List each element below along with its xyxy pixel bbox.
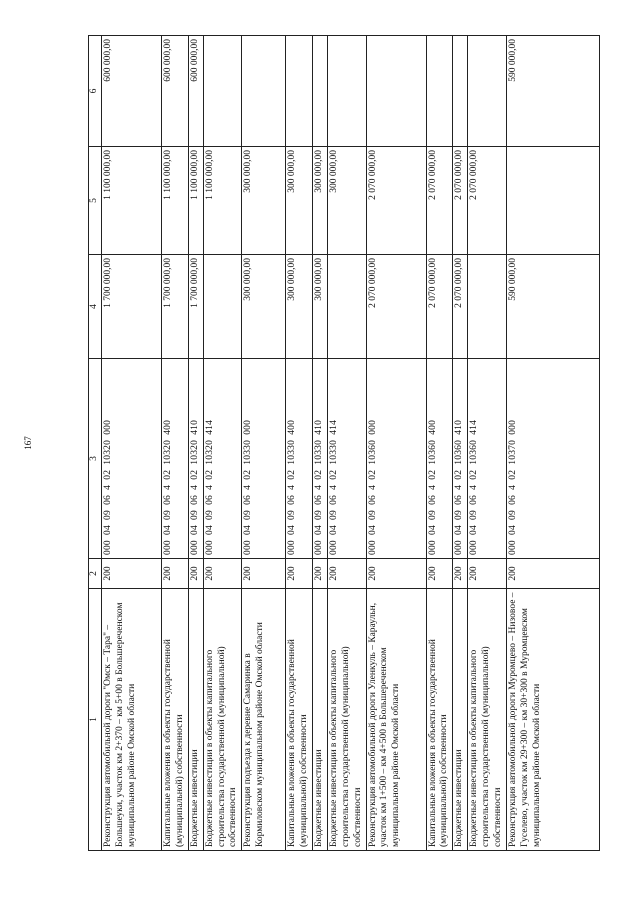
row-name: Капитальные вложения в объекты государственной (муниципальной) собственности bbox=[162, 589, 189, 851]
row-code: 200 bbox=[327, 559, 366, 589]
table-row bbox=[366, 36, 426, 851]
row-value-5: 300 000,00 bbox=[242, 147, 286, 255]
row-value-6: 600 000,00 bbox=[162, 36, 189, 147]
row-value-5: 2 070 000,00 bbox=[468, 147, 507, 255]
row-value-4: 300 000,00 bbox=[313, 255, 328, 359]
row-name: Бюджетные инвестиции в объекты капитального строительства государственной (муниципальной) собственности bbox=[468, 589, 507, 851]
header-col-4: 4 bbox=[89, 255, 102, 359]
row-name: Реконструкция автомобильной дороги Уленкуль – Караульн, участок км 1+500 – км 4+500 в Большереченском муниципальном районе Омской области bbox=[366, 589, 426, 851]
row-code: 200 bbox=[162, 559, 189, 589]
row-value-5: 2 070 000,00 bbox=[426, 147, 453, 255]
row-value-6: 600 000,00 bbox=[188, 36, 203, 147]
row-value-6 bbox=[242, 36, 286, 147]
row-value-6: 600 000,00 bbox=[102, 36, 162, 147]
row-name: Бюджетные инвестиции в объекты капитального строительства государственной (муниципальной) собственности bbox=[203, 589, 242, 851]
row-value-5: 1 100 000,00 bbox=[188, 147, 203, 255]
page-number: 167 bbox=[23, 436, 33, 450]
row-classification: 000 04 09 06 4 02 10320 000 bbox=[102, 359, 162, 559]
table-row bbox=[162, 36, 189, 851]
row-value-6: 590 000,00 bbox=[506, 36, 599, 147]
budget-table bbox=[88, 35, 600, 851]
row-name: Капитальные вложения в объекты государственной (муниципальной) собственности bbox=[286, 589, 313, 851]
row-value-4: 590 000,00 bbox=[506, 255, 599, 359]
row-code: 200 bbox=[102, 559, 162, 589]
row-value-6 bbox=[203, 36, 242, 147]
row-classification: 000 04 09 06 4 02 10330 000 bbox=[242, 359, 286, 559]
row-name: Реконструкция автомобильной дороги "Омск – Тара" – Большеуки, участок км 2+370 – км 5+00 в Большереченском муниципальном районе Омской области bbox=[102, 589, 162, 851]
table-row bbox=[506, 36, 599, 851]
row-value-6 bbox=[366, 36, 426, 147]
row-classification: 000 04 09 06 4 02 10360 000 bbox=[366, 359, 426, 559]
row-code: 200 bbox=[426, 559, 453, 589]
row-name: Бюджетные инвестиции bbox=[313, 589, 328, 851]
row-code: 200 bbox=[366, 559, 426, 589]
header-col-3: 3 bbox=[89, 359, 102, 559]
header-col-2: 2 bbox=[89, 559, 102, 589]
row-value-6 bbox=[453, 36, 468, 147]
row-value-6 bbox=[313, 36, 328, 147]
rotated-table-wrapper bbox=[88, 36, 600, 851]
row-classification: 000 04 09 06 4 02 10320 400 bbox=[162, 359, 189, 559]
row-value-5: 1 100 000,00 bbox=[162, 147, 189, 255]
table-row bbox=[286, 36, 313, 851]
row-classification: 000 04 09 06 4 02 10360 410 bbox=[453, 359, 468, 559]
row-code: 200 bbox=[203, 559, 242, 589]
table-row bbox=[102, 36, 162, 851]
row-value-5: 2 070 000,00 bbox=[366, 147, 426, 255]
row-value-5: 1 100 000,00 bbox=[102, 147, 162, 255]
row-value-5: 300 000,00 bbox=[286, 147, 313, 255]
row-value-4: 2 070 000,00 bbox=[453, 255, 468, 359]
table-row bbox=[242, 36, 286, 851]
row-code: 200 bbox=[286, 559, 313, 589]
row-value-4: 300 000,00 bbox=[242, 255, 286, 359]
row-value-4: 2 070 000,00 bbox=[426, 255, 453, 359]
row-classification: 000 04 09 06 4 02 10320 414 bbox=[203, 359, 242, 559]
row-value-5: 2 070 000,00 bbox=[453, 147, 468, 255]
row-value-6 bbox=[286, 36, 313, 147]
row-code: 200 bbox=[453, 559, 468, 589]
row-value-4: 300 000,00 bbox=[286, 255, 313, 359]
row-name: Бюджетные инвестиции bbox=[188, 589, 203, 851]
row-value-5 bbox=[506, 147, 599, 255]
row-name: Бюджетные инвестиции в объекты капитального строительства государственной (муниципальной) собственности bbox=[327, 589, 366, 851]
row-classification: 000 04 09 06 4 02 10330 410 bbox=[313, 359, 328, 559]
row-value-4: 2 070 000,00 bbox=[366, 255, 426, 359]
row-code: 200 bbox=[242, 559, 286, 589]
row-code: 200 bbox=[506, 559, 599, 589]
row-classification: 000 04 09 06 4 02 10370 000 bbox=[506, 359, 599, 559]
row-code: 200 bbox=[468, 559, 507, 589]
row-value-5: 300 000,00 bbox=[327, 147, 366, 255]
header-col-5: 5 bbox=[89, 147, 102, 255]
row-value-4: 1 700 000,00 bbox=[162, 255, 189, 359]
table-row bbox=[453, 36, 468, 851]
table-row bbox=[203, 36, 242, 851]
table-row bbox=[426, 36, 453, 851]
row-classification: 000 04 09 06 4 02 10330 400 bbox=[286, 359, 313, 559]
row-name: Бюджетные инвестиции bbox=[453, 589, 468, 851]
row-code: 200 bbox=[188, 559, 203, 589]
row-name: Реконструкция автомобильной дороги Муромцево – Низовое – Гуселево, участок км 29+300 – км 30+300 в Муромцевском муниципальном районе Омской области bbox=[506, 589, 599, 851]
row-value-6 bbox=[468, 36, 507, 147]
row-code: 200 bbox=[313, 559, 328, 589]
table-row bbox=[468, 36, 507, 851]
header-col-6: 6 bbox=[89, 36, 102, 147]
row-value-4: 1 700 000,00 bbox=[102, 255, 162, 359]
row-value-4: 1 700 000,00 bbox=[188, 255, 203, 359]
row-classification: 000 04 09 06 4 02 10360 414 bbox=[468, 359, 507, 559]
row-classification: 000 04 09 06 4 02 10360 400 bbox=[426, 359, 453, 559]
row-value-6 bbox=[327, 36, 366, 147]
row-value-5: 1 100 000,00 bbox=[203, 147, 242, 255]
table-row bbox=[188, 36, 203, 851]
row-value-4 bbox=[327, 255, 366, 359]
row-name: Капитальные вложения в объекты государственной (муниципальной) собственности bbox=[426, 589, 453, 851]
row-classification: 000 04 09 06 4 02 10330 414 bbox=[327, 359, 366, 559]
header-row bbox=[89, 36, 102, 851]
row-value-4 bbox=[468, 255, 507, 359]
table-row bbox=[327, 36, 366, 851]
row-classification: 000 04 09 06 4 02 10320 410 bbox=[188, 359, 203, 559]
table-row bbox=[313, 36, 328, 851]
header-col-1: 1 bbox=[89, 589, 102, 851]
row-value-6 bbox=[426, 36, 453, 147]
row-name: Реконструкция подъезда к деревне Самаринка в Кормиловском муниципальном районе Омской области bbox=[242, 589, 286, 851]
rotated-sheet bbox=[88, 36, 600, 851]
row-value-4 bbox=[203, 255, 242, 359]
row-value-5: 300 000,00 bbox=[313, 147, 328, 255]
